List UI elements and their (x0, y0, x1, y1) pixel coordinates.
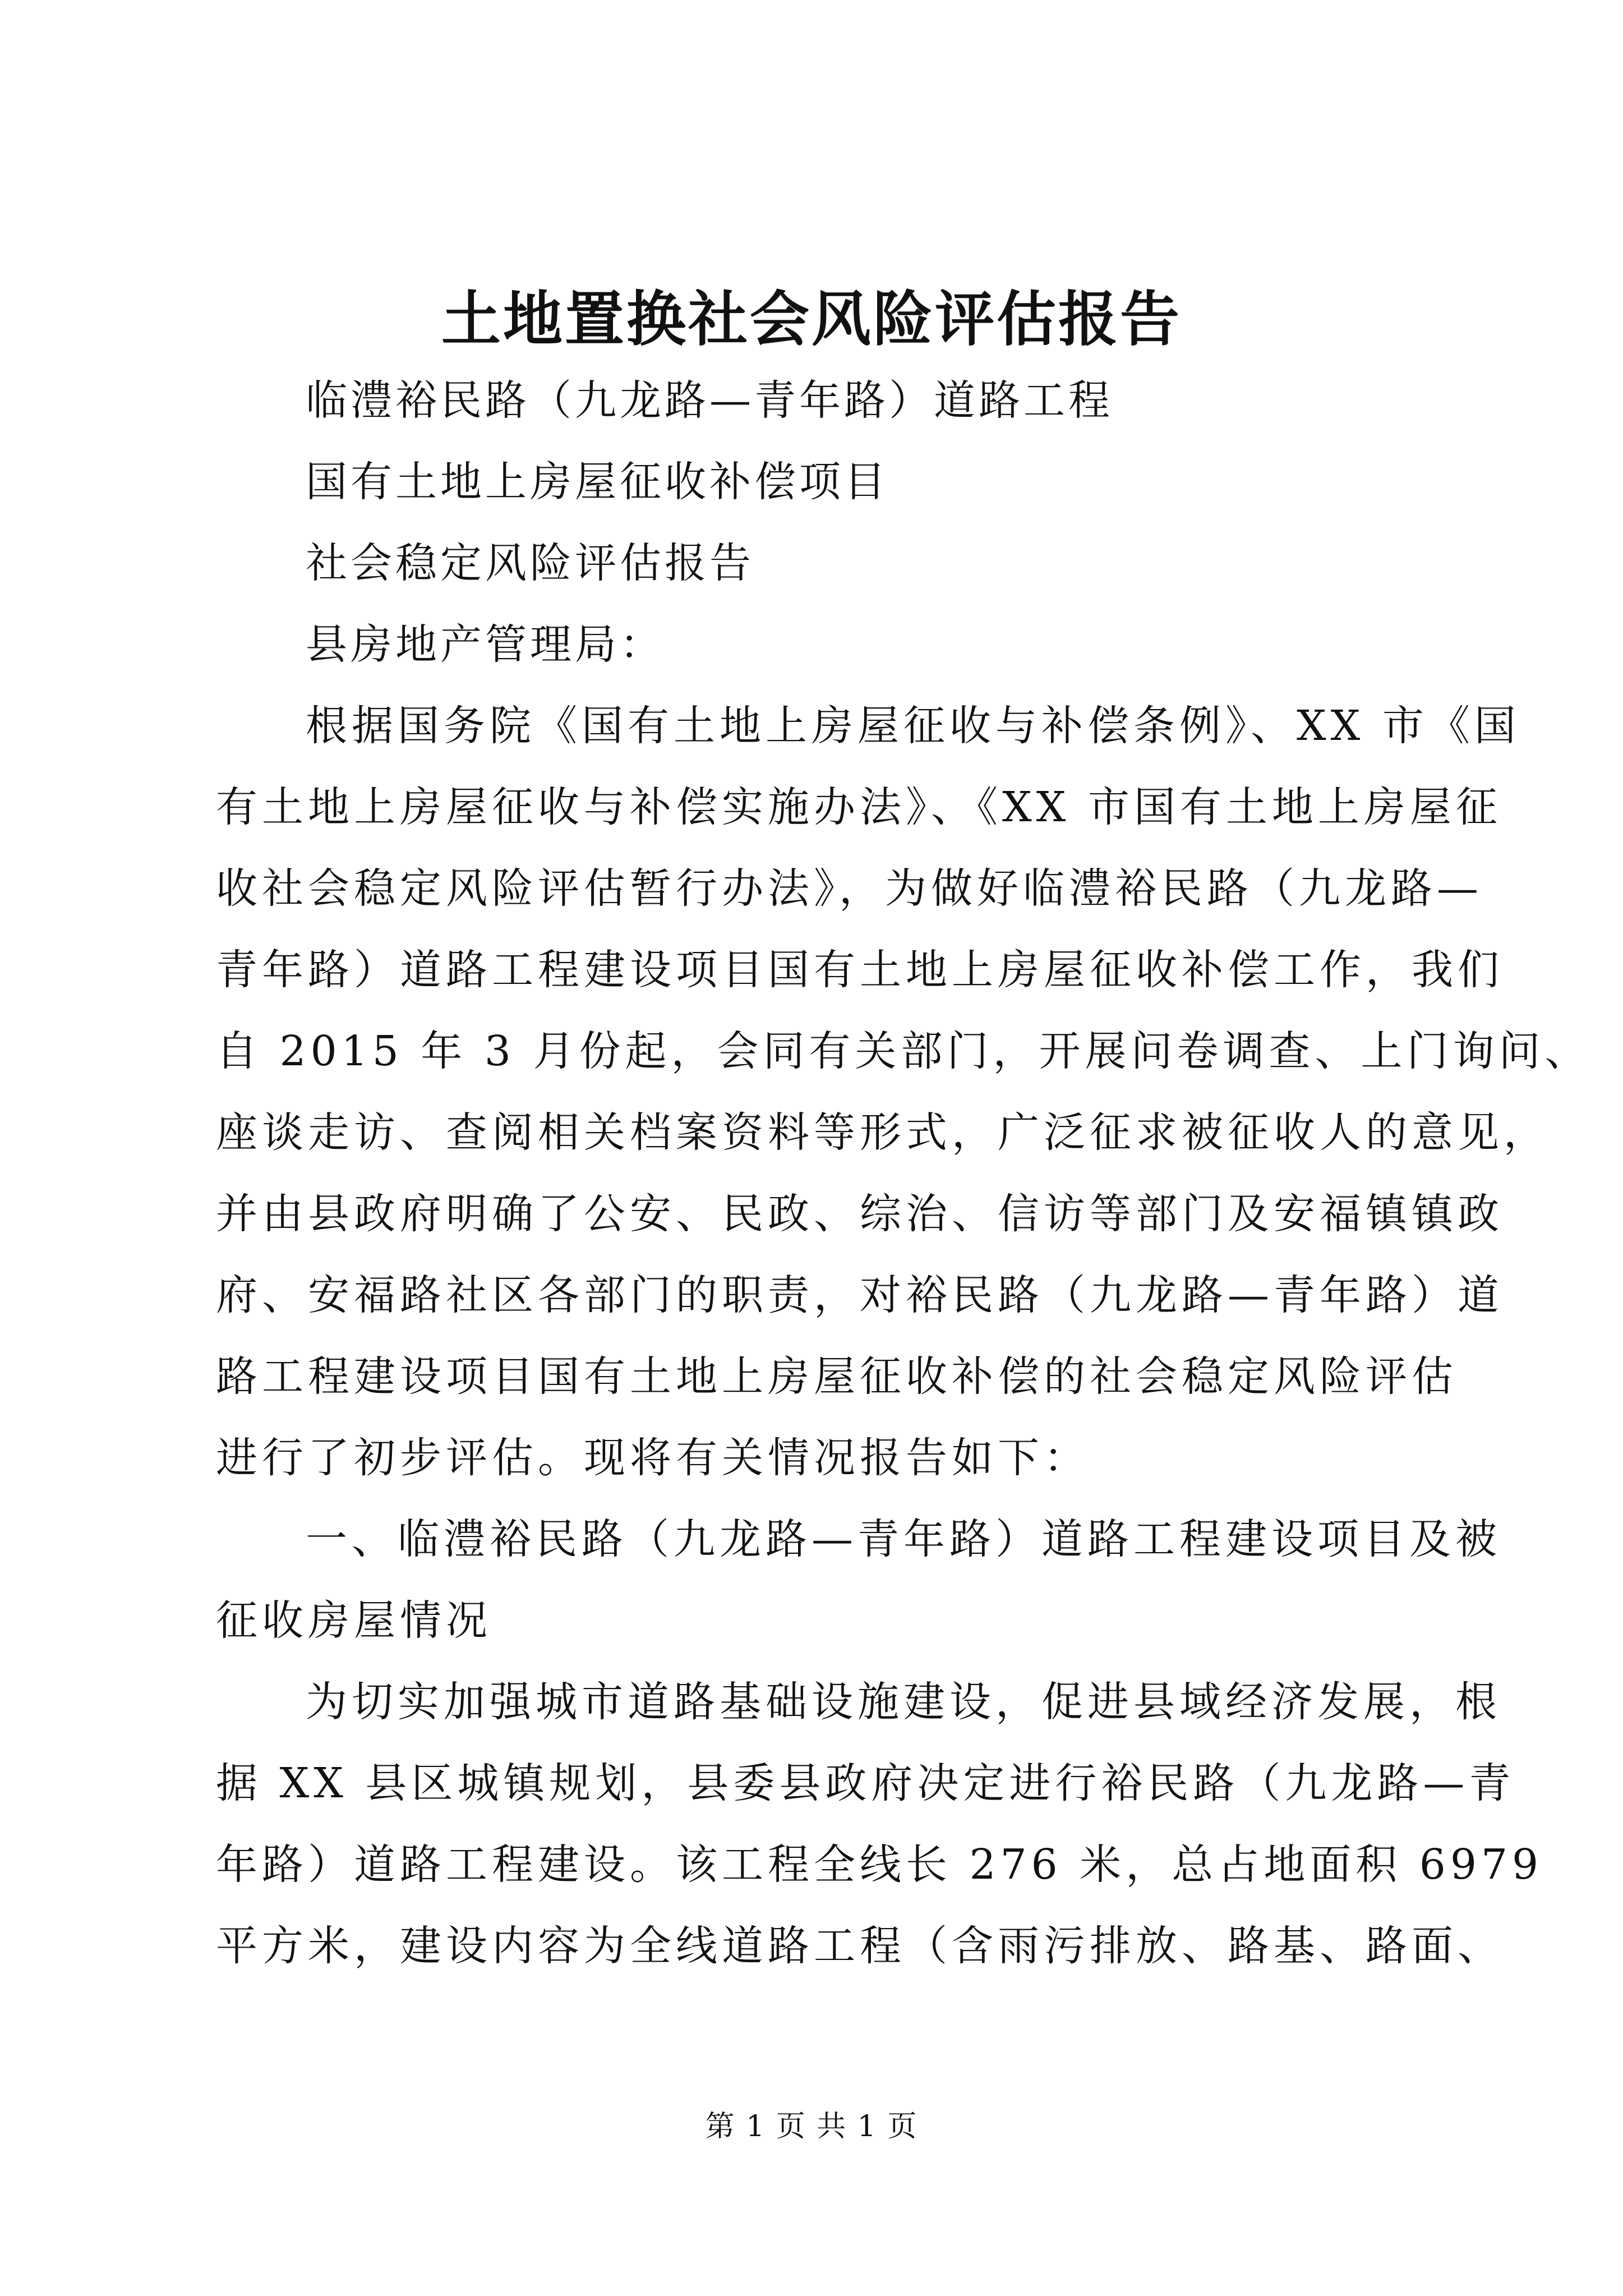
paragraph1-line: 并由县政府明确了公安、民政、综治、信访等部门及安福镇镇政 (216, 1190, 1504, 1238)
header-line-report: 社会稳定风险评估报告 (306, 539, 754, 587)
document-title: 土地置换社会风险评估报告 (441, 284, 1182, 354)
paragraph1-line: 自 2015 年 3 月份起，会同有关部门，开展问卷调查、上门询问、 (216, 1027, 1591, 1075)
header-line-project: 临澧裕民路（九龙路—青年路）道路工程 (306, 376, 1113, 425)
page-footer: 第 1 页 共 1 页 (705, 2110, 918, 2143)
paragraph1-line: 根据国务院《国有土地上房屋征收与补偿条例》、XX 市《国 (306, 702, 1520, 750)
paragraph1-line: 收社会稳定风险评估暂行办法》，为做好临澧裕民路（九龙路— (216, 864, 1483, 913)
paragraph1-line: 进行了初步评估。现将有关情况报告如下： (216, 1434, 1090, 1482)
section1-heading-line: 征收房屋情况 (216, 1596, 492, 1645)
header-line-compensation: 国有土地上房屋征收补偿项目 (306, 458, 889, 506)
paragraph1-line: 座谈走访、查阅相关档案资料等形式，广泛征求被征收人的意见， (216, 1108, 1550, 1157)
paragraph2-line: 年路）道路工程建设。该工程全线长 276 米，总占地面积 6979 (216, 1841, 1543, 1889)
section1-heading-line: 一、临澧裕民路（九龙路—青年路）道路工程建设项目及被 (306, 1515, 1501, 1563)
paragraph2-line: 据 XX 县区城镇规划，县委县政府决定进行裕民路（九龙路—青 (216, 1759, 1515, 1807)
paragraph1-line: 青年路）道路工程建设项目国有土地上房屋征收补偿工作，我们 (216, 946, 1504, 994)
paragraph2-line: 平方米，建设内容为全线道路工程（含雨污排放、路基、路面、 (216, 1922, 1504, 1970)
paragraph1-line: 府、安福路社区各部门的职责，对裕民路（九龙路—青年路）道 (216, 1271, 1504, 1319)
paragraph1-line: 路工程建设项目国有土地上房屋征收补偿的社会稳定风险评估 (216, 1352, 1458, 1401)
paragraph1-line: 有土地上房屋征收与补偿实施办法》、《XX 市国有土地上房屋征 (216, 783, 1502, 831)
paragraph2-line: 为切实加强城市道路基础设施建设，促进县域经济发展，根 (306, 1678, 1501, 1726)
header-line-addressee: 县房地产管理局： (306, 620, 665, 669)
